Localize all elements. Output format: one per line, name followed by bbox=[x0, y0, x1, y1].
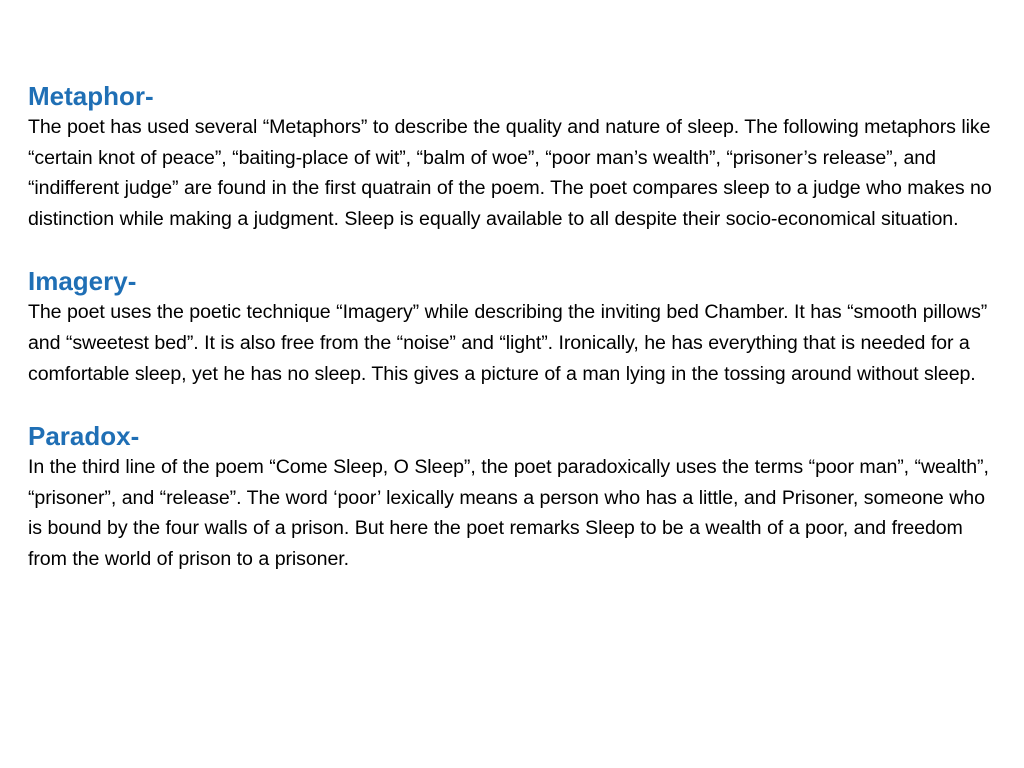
section-heading-imagery: Imagery- bbox=[28, 266, 137, 297]
section-body-paradox: In the third line of the poem “Come Sleep, O Sleep”, the poet paradoxically uses the terms “poor man”, “wealth”, “prisoner”, and “release”. The word ‘poor’ lexically means a person who has a little, and Prisoner, someone who is bound by the four walls of a prison. But here the poet remarks Sleep to be a wealth of a poor, and freedom from the world of prison to a prisoner. bbox=[28, 456, 989, 570]
section-body-metaphor: The poet has used several “Metaphors” to describe the quality and nature of sleep. The following metaphors like “certain knot of peace”, “baiting-place of wit”, “balm of woe”, “poor man’s wealth”, “prisoner’s release”, and “indifferent judge” are found in the first quatrain of the poem. The poet compares sleep to a judge who makes no distinction while making a judgment. Sleep is equally available to all despite their socio-economical situation. bbox=[28, 116, 992, 230]
section-body-imagery: The poet uses the poetic technique “Imagery” while describing the inviting bed Chamber. It has “smooth pillows” and “sweetest bed”. It is also free from the “noise” and “light”. Ironically, he has everything that is needed for a comfortable sleep, yet he has no sleep. This gives a picture of a man lying in the tossing around without sleep. bbox=[28, 301, 988, 385]
slide-content bbox=[28, 80, 998, 606]
section-heading-metaphor: Metaphor- bbox=[28, 81, 154, 111]
section-metaphor bbox=[28, 80, 998, 234]
section-heading-paradox: Paradox- bbox=[28, 421, 140, 452]
section-paradox bbox=[28, 420, 998, 574]
section-imagery bbox=[28, 265, 998, 389]
